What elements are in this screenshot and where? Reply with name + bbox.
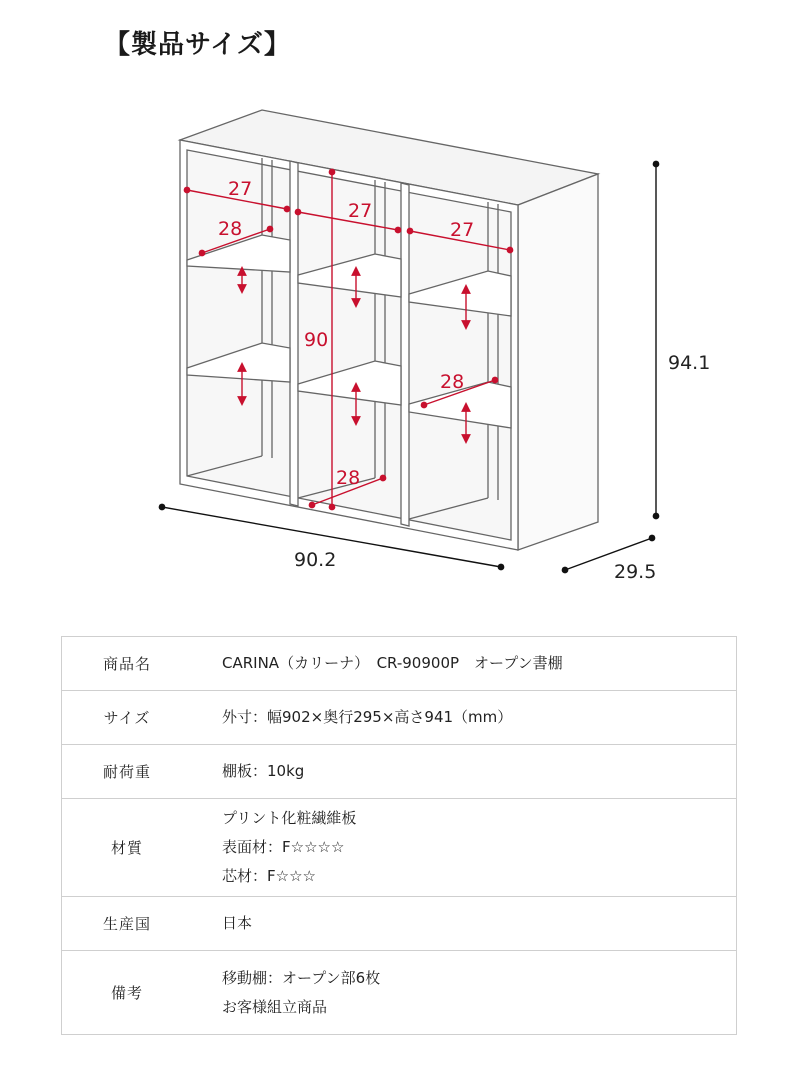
spec-value-material-1: プリント化粧繊維板 (222, 809, 357, 827)
inner-depth-label-2: 28 (336, 467, 361, 489)
width-label: 90.2 (294, 549, 337, 571)
inner-height-label: 90 (304, 329, 329, 351)
spec-label-notes: 備考 (62, 951, 193, 1035)
inner-width-label-2: 27 (348, 200, 373, 222)
inner-depth-label-1: 28 (218, 218, 243, 240)
spec-value-origin: 日本 (222, 914, 253, 932)
spec-label-origin: 生産国 (62, 897, 193, 951)
table-row (62, 799, 737, 897)
spec-value-notes-1: 移動棚：オープン部6枚 (222, 968, 381, 987)
height-label: 94.1 (668, 352, 711, 374)
spec-value-size: 外寸：幅902×奥行295×高さ941（mm） (222, 708, 513, 726)
spec-value-material-3: 芯材：F☆☆☆ (222, 867, 316, 885)
spec-value-product-name: CARINA（カリーナ） CR-90900P オープン書棚 (222, 654, 563, 672)
inner-width-label-1: 27 (228, 178, 253, 200)
spec-label-size: サイズ (62, 691, 193, 745)
spec-table (61, 636, 737, 1035)
spec-value-material-2: 表面材：F☆☆☆☆ (222, 838, 345, 856)
page-title: 【製品サイズ】 (104, 30, 291, 60)
spec-label-product-name: 商品名 (102, 655, 151, 673)
table-row (62, 745, 737, 799)
table-row (62, 637, 737, 691)
inner-width-label-3: 27 (450, 219, 475, 241)
spec-value-load: 棚板：10kg (222, 762, 305, 780)
spec-label-material: 材質 (62, 799, 193, 897)
cabinet-drawing (180, 110, 598, 550)
depth-label: 29.5 (614, 561, 657, 583)
spec-label-load: 耐荷重 (62, 745, 193, 799)
spec-value-notes-2: お客様組立商品 (222, 997, 328, 1016)
table-row (62, 951, 737, 1035)
table-row (62, 897, 737, 951)
table-row (62, 691, 737, 745)
inner-depth-label-3: 28 (440, 371, 465, 393)
